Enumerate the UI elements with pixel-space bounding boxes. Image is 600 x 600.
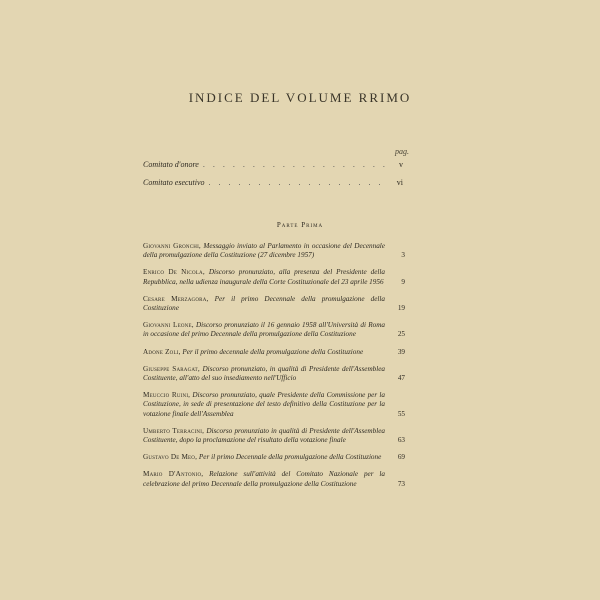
entry-author: Giovanni Leone, <box>143 321 194 330</box>
toc-entries <box>143 242 405 497</box>
front-matter-page: v <box>399 160 403 169</box>
toc-entry <box>143 268 405 286</box>
toc-entry <box>143 321 405 339</box>
entry-description: Per il primo Decennale della promulgazione della Costituzione <box>143 294 386 313</box>
entry-author: Giovanni Gronchi, <box>143 242 201 250</box>
page-column-label: pag. <box>395 147 409 156</box>
entry-description: Discorso pronunziato il 16 gennaio 1958 all'Università di Roma in occasione del primo Decennale della promulgazione della Costituzione <box>143 321 386 339</box>
entry-page: 47 <box>397 374 405 383</box>
entry-author: Umberto Terracini, <box>143 426 205 435</box>
part-title: Parte Prima <box>276 221 324 229</box>
entry-page: 9 <box>401 277 405 286</box>
entry-author: Enrico De Nicola, <box>143 268 205 277</box>
entry-author: Adone Zoli, <box>143 347 181 356</box>
leader-dots <box>209 178 389 187</box>
entry-author: Meuccio Ruini, <box>143 391 191 400</box>
entry-description: Relazione sull'attività del Comitato Nazionale per la celebrazione del primo Decennale della promulgazione della Costituzione <box>143 470 386 488</box>
entry-description: Discorso pronunziato in qualità di Presidente dell'Assemblea Costituente, dopo la proclamazione del risultato della votazione finale <box>143 426 386 445</box>
front-matter-row <box>143 160 403 178</box>
entry-page: 63 <box>397 436 405 445</box>
entry-page: 19 <box>397 304 405 313</box>
toc-entry <box>143 391 405 419</box>
toc-entry <box>143 453 405 462</box>
entry-author: Cesare Merzagora, <box>143 294 209 303</box>
entry-description: Discorso pronunziato, in qualità di Presidente dell'Assemblea Costituente, all'atto del suo insediamento nell'Ufficio <box>143 364 386 383</box>
entry-description: Messaggio inviato al Parlamento in occasione del Decennale della promulgazione della Costituzione (27 dicembre 1957) <box>143 242 385 260</box>
entry-page: 3 <box>401 251 405 260</box>
entry-page: 39 <box>397 347 405 356</box>
front-matter-label: Comitato d'onore <box>143 160 199 169</box>
front-matter-label: Comitato esecutivo <box>143 178 205 187</box>
toc-entry <box>143 470 405 488</box>
entry-page: 73 <box>397 479 405 488</box>
entry-description: Per il primo decennale della promulgazione della Costituzione <box>182 347 364 356</box>
entry-author: Mario D'Antonio, <box>143 470 204 479</box>
entry-description: Discorso pronunziato, alla presenza del Presidente della Repubblica, nella udienza inaugurale della Corte Costituzionale del 23 aprile 1956 <box>143 268 386 286</box>
front-matter-list <box>143 160 403 196</box>
entry-page: 55 <box>397 409 405 418</box>
toc-entry <box>143 348 405 357</box>
toc-entry <box>143 365 405 383</box>
entry-page: 25 <box>397 330 405 339</box>
toc-entry <box>143 295 405 313</box>
front-matter-row <box>143 178 403 196</box>
entry-author: Giuseppe Saragat, <box>143 364 200 373</box>
toc-entry <box>143 427 405 445</box>
entry-page: 69 <box>397 453 405 462</box>
entry-description: Per il primo Decennale della promulgazione della Costituzione <box>198 453 382 462</box>
entry-author: Gustavo De Meo, <box>143 453 198 462</box>
leader-dots <box>203 160 389 169</box>
toc-entry <box>143 242 405 260</box>
front-matter-page: vi <box>396 178 403 187</box>
entry-description: Discorso pronunziato, quale Presidente della Commissione per la Costituzione, in sede di presentazione del testo definitivo della Costituzione per la votazione finale dell'Assemblea <box>143 391 385 418</box>
page-title: INDICE DEL VOLUME RRIMO <box>188 90 412 105</box>
